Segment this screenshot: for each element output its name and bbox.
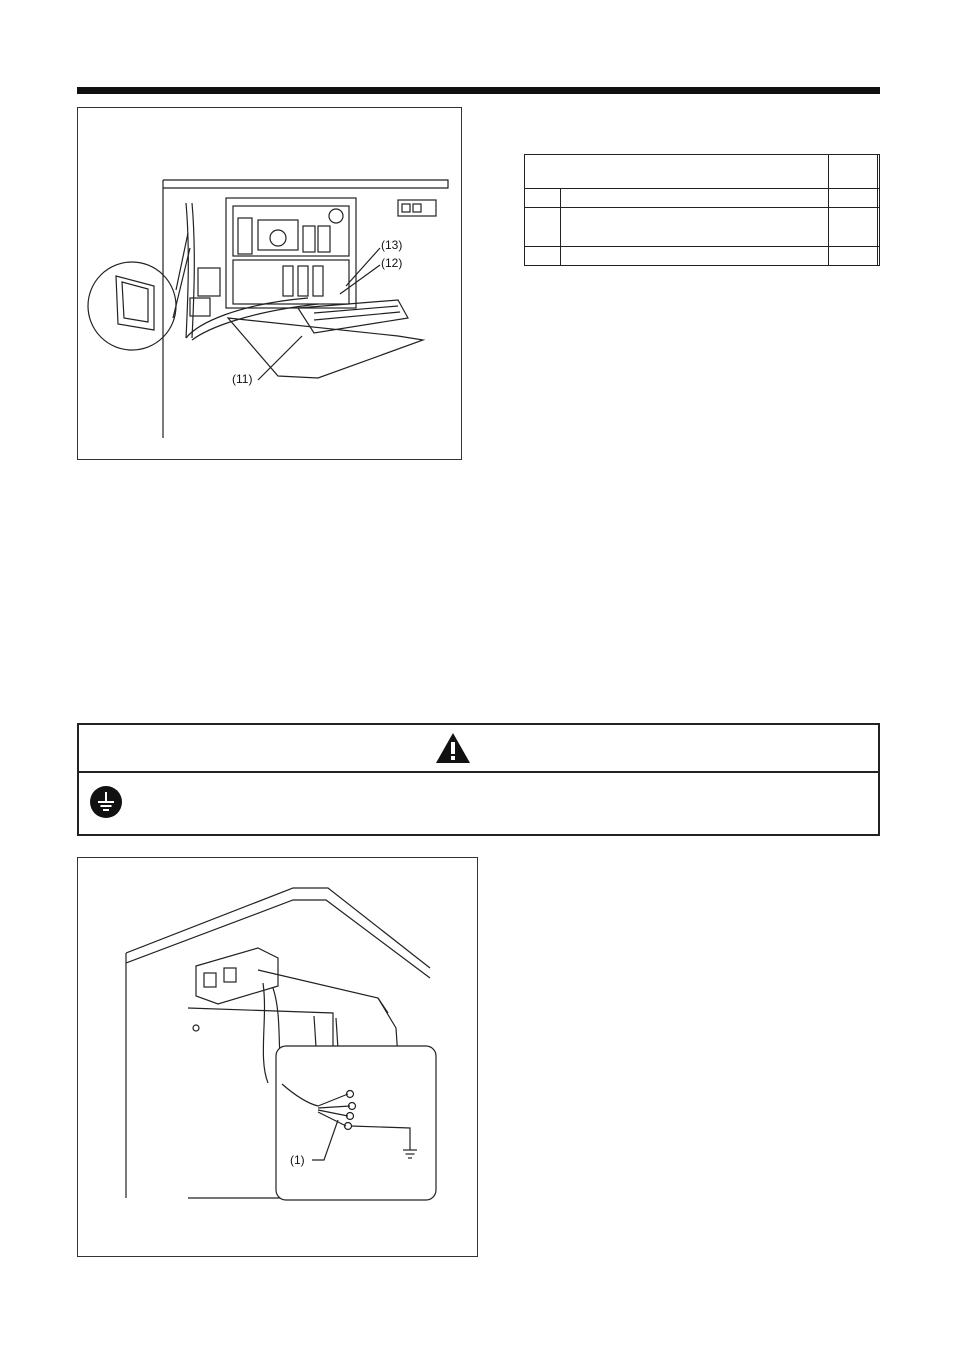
- caution-box: [77, 723, 880, 836]
- ground-connection-illustration: [78, 858, 477, 1256]
- table-cell: [525, 247, 561, 266]
- table-cell: [829, 189, 878, 208]
- figure-ground-connection: [77, 857, 478, 1257]
- control-box-illustration: [78, 108, 461, 459]
- protective-earth-icon: [89, 785, 123, 819]
- callout-13: (13): [381, 238, 403, 252]
- table-cell: [561, 189, 829, 208]
- table-cell: [878, 208, 880, 247]
- table-cell: [829, 208, 878, 247]
- table-cell: [525, 208, 561, 247]
- figure-control-box: [77, 107, 462, 460]
- table-cell: [878, 189, 880, 208]
- callout-1: (1): [290, 1153, 305, 1167]
- callout-12: (12): [381, 256, 403, 270]
- parts-table: [524, 154, 880, 266]
- callout-11: (11): [232, 372, 253, 386]
- table-cell: [829, 247, 878, 266]
- table-row: [525, 208, 880, 247]
- table-cell: [829, 155, 878, 189]
- caution-header: [79, 725, 878, 773]
- table-row: [525, 155, 880, 189]
- top-rule: [77, 87, 880, 94]
- table-cell: [561, 247, 829, 266]
- warning-triangle-icon: [434, 731, 472, 765]
- table-cell: [561, 208, 829, 247]
- table-cell: [525, 189, 561, 208]
- table-cell: [878, 247, 880, 266]
- table-row: [525, 189, 880, 208]
- table-cell: [878, 155, 880, 189]
- table-row: [525, 247, 880, 266]
- table-cell: [525, 155, 829, 189]
